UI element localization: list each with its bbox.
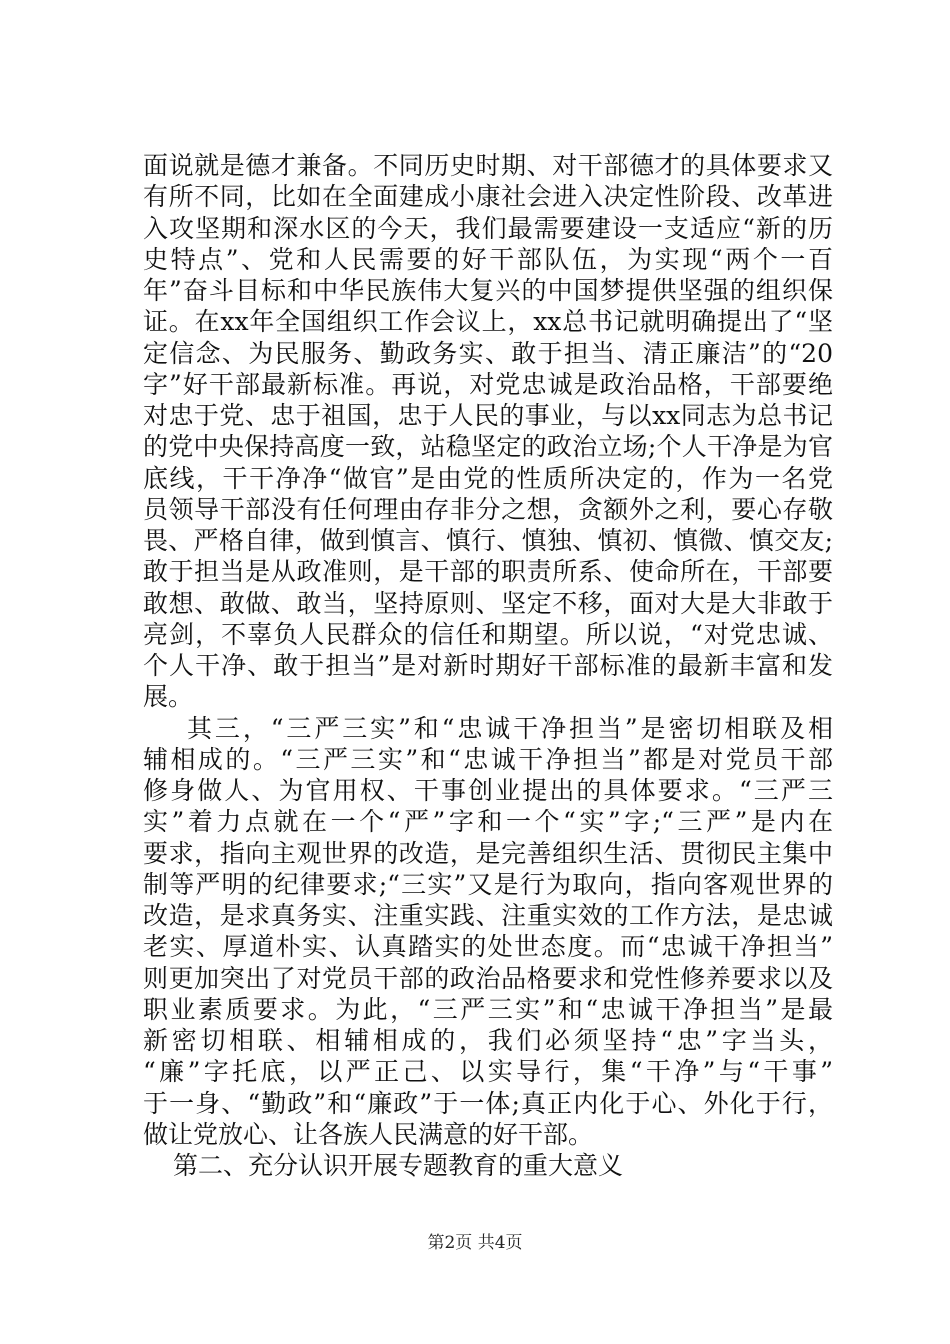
text-line: 对忠于党、忠于祖国，忠于人民的事业，与以xx同志为总书记: [143, 401, 833, 430]
text-line: 制等严明的纪律要求;“三实”又是行为取向，指向客观世界的: [143, 869, 833, 899]
body-text: [143, 150, 833, 1181]
text-line: 畏、严格自律，做到慎言、慎行、慎独、慎初、慎微、慎交友;: [143, 526, 833, 555]
text-line: 入攻坚期和深水区的今天，我们最需要建设一支适应“新的历: [143, 213, 833, 243]
text-line: 修身做人、为官用权、干事创业提出的具体要求。“三严三: [143, 776, 833, 805]
text-line: “廉”字托底，以严正己、以实导行，集“干净”与“干事”: [143, 1057, 833, 1087]
text-line: 改造，是求真务实、注重实践、注重实效的工作方法，是忠诚: [143, 901, 833, 930]
text-line: 员领导干部没有任何理由存非分之想，贪额外之利，要心存敬: [143, 494, 833, 524]
text-line: 要求，指向主观世界的改造，是完善组织生活、贯彻民主集中: [143, 838, 833, 868]
text-line: 则更加突出了对党员干部的政治品格要求和党性修养要求以及: [143, 963, 833, 993]
text-line: 底线，干干净净“做官”是由党的性质所决定的，作为一名党: [143, 463, 833, 493]
text-line: 字”好干部最新标准。再说，对党忠诚是政治品格，干部要绝: [143, 369, 833, 399]
text-line: 的党中央保持高度一致，站稳坚定的政治立场;个人干净是为官: [143, 432, 833, 462]
text-line: 定信念、为民服务、勤政务实、敢于担当、清正廉洁”的“20: [143, 338, 833, 368]
text-line: 于一身、“勤政”和“廉政”于一体;真正内化于心、外化于行，: [143, 1088, 833, 1118]
text-line: 有所不同，比如在全面建成小康社会进入决定性阶段、改革进: [143, 182, 833, 212]
text-line: 史特点”、党和人民需要的好干部队伍，为实现“两个一百: [143, 244, 833, 274]
page-number-footer: 第2页 共4页: [427, 1233, 523, 1253]
text-line: 辅相成的。“三严三实”和“忠诚干净担当”都是对党员干部: [143, 744, 833, 774]
text-line: 职业素质要求。为此，“三严三实”和“忠诚干净担当”是最: [143, 994, 833, 1024]
text-line: 面说就是德才兼备。不同历史时期、对干部德才的具体要求又: [143, 151, 833, 180]
text-line: 亮剑，不辜负人民群众的信任和期望。所以说，“对党忠诚、: [143, 619, 833, 649]
text-line: 新密切相联、相辅相成的，我们必须坚持“忠”字当头，: [143, 1026, 833, 1055]
text-line: 实”着力点就在一个“严”字和一个“实”字;“三严”是内在: [143, 807, 833, 837]
text-line: 老实、厚道朴实、认真踏实的处世态度。而“忠诚干净担当”: [143, 932, 833, 962]
text-line: 敢想、敢做、敢当，坚持原则、坚定不移，面对大是大非敢于: [143, 588, 833, 618]
paragraph-first-line: 其三，“三严三实”和“忠诚干净担当”是密切相联及相: [187, 713, 833, 743]
section-heading: 第二、充分认识开展专题教育的重大意义: [173, 1151, 624, 1180]
text-line: 做让党放心、让各族人民满意的好干部。: [143, 1119, 594, 1149]
text-line: 证。在xx年全国组织工作会议上，xx总书记就明确提出了“坚: [143, 307, 833, 337]
text-line: 个人干净、敢于担当”是对新时期好干部标准的最新丰富和发: [143, 651, 833, 680]
text-line: 展。: [143, 682, 194, 712]
text-line: 敢于担当是从政准则，是干部的职责所系、使命所在，干部要: [143, 557, 833, 587]
text-line: 年”奋斗目标和中华民族伟大复兴的中国梦提供坚强的组织保: [143, 276, 833, 305]
